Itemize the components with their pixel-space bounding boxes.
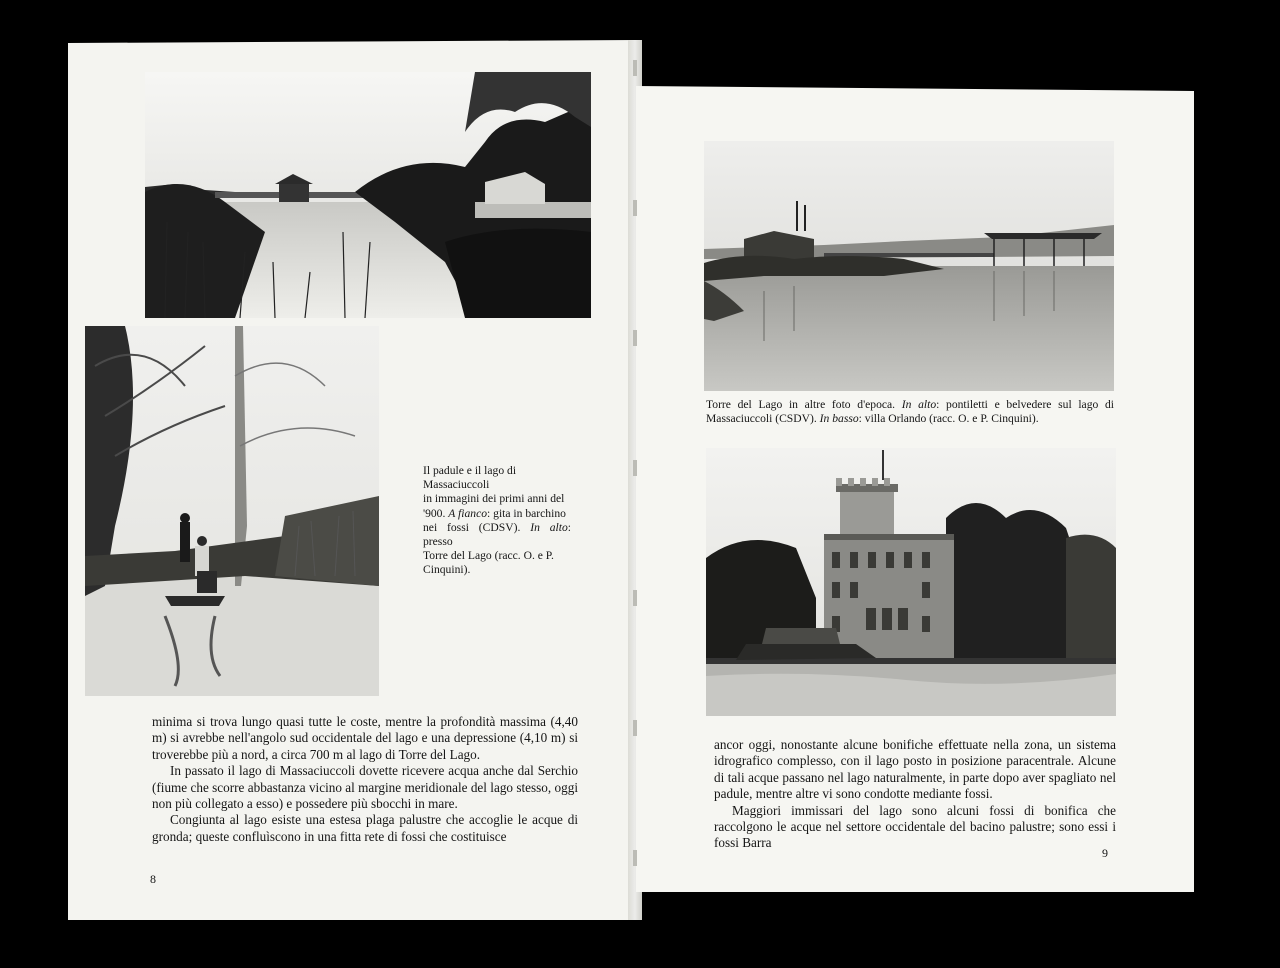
caption-italic: In basso (819, 412, 859, 426)
caption-line: in immagini dei primi anni del (423, 492, 565, 506)
caption-line: '900. (423, 506, 449, 520)
paragraph: Congiunta al lago esiste una estesa plaga palustre che accoglie le acque di gronda; queste confluìscono in una fitta rete di fossi che costituisce (152, 812, 578, 844)
caption-italic: A fianco (448, 506, 488, 520)
binding-stitch (633, 850, 637, 866)
photo-villa-orlando (706, 448, 1116, 716)
left-body-text (152, 714, 578, 845)
page-number-right: 9 (1102, 846, 1108, 860)
binding-stitch (633, 330, 637, 346)
binding-stitch (633, 460, 637, 476)
photo-boat-in-reeds (85, 326, 379, 696)
photo-piers-belvedere (704, 141, 1114, 391)
paragraph: In passato il lago di Massaciuccoli dovette ricevere acqua anche dal Serchio (fiume che scorre abbastanza vicino al margine meridionale del lago stesso, oggi non più collegato a esso) e possedere più sbocchi in mare. (152, 763, 578, 812)
binding-stitch (633, 200, 637, 216)
binding-stitch (633, 720, 637, 736)
right-photo-caption (706, 398, 1114, 426)
caption-italic: In alto (530, 520, 568, 534)
binding-stitch (633, 60, 637, 76)
paragraph: minima si trova lungo quasi tutte le coste, mentre la profondità massima (4,40 m) si avrebbe nell'angolo sud occidentale del lago e una depressione (4,10 m) si troverebbe più a nord, a circa 700 m al lago di Torre del Lago. (152, 714, 578, 762)
caption-line: : villa Orlando (racc. O. e P. Cinquini). (858, 412, 1039, 426)
caption-line: : pontiletti e belvedere sul lago di Massaciuccoli (CSDV). (706, 398, 1114, 426)
caption-line: Torre del Lago in altre foto d'epoca. (706, 398, 902, 411)
paragraph: ancor oggi, nonostante alcune bonifiche effettuate nella zona, un sistema idrografico complesso, con il lago posto in posizione paracentrale. Alcune di tali acque passano nel lago naturalmente, in parte dopo aver spagliato nel padule, mentre altre vi sono condotte mediante fossi. (714, 737, 1116, 802)
left-photo-caption (423, 464, 571, 578)
page-number-left: 8 (150, 872, 156, 886)
caption-line: Il padule e il lago di Massaciuccoli (423, 464, 517, 492)
binding-stitch (633, 590, 637, 606)
caption-italic: In alto (901, 398, 937, 411)
caption-line: : presso (423, 520, 571, 549)
paragraph: Maggiori immissari del lago sono alcuni fossi di bonifica che raccolgono le acque nel settore occidentale del bacino palustre; sono essi i fossi Barra (714, 802, 1116, 851)
photo-lake-pavilion (145, 72, 591, 318)
caption-line: nei fossi (CDSV). (423, 520, 531, 534)
right-body-text (714, 737, 1116, 852)
caption-line: Torre del Lago (racc. O. e P. (423, 549, 554, 563)
caption-line: : gita in barchino (487, 506, 566, 520)
caption-line: Cinquini). (423, 563, 471, 577)
